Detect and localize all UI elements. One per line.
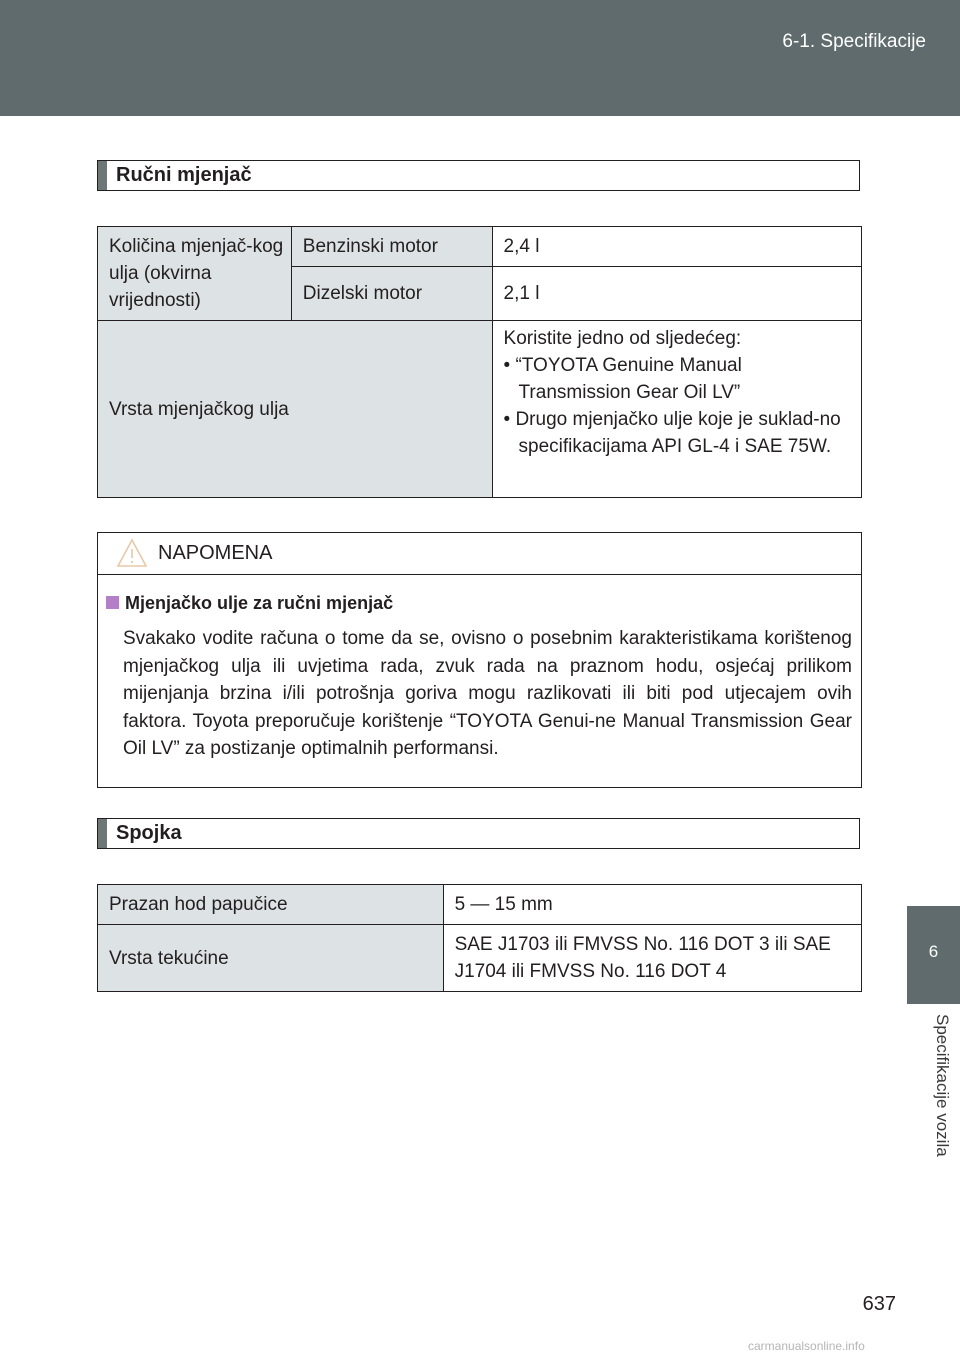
chapter-tab [907, 906, 960, 1004]
warning-icon [116, 538, 148, 568]
oil-intro: Koristite jedno od sljedećeg: [503, 328, 742, 349]
pedal-play-value: 5 — 15 mm [443, 885, 861, 925]
section-accent [98, 819, 107, 848]
section-heading-manual [97, 160, 860, 191]
oil-options-list [504, 352, 855, 460]
notice-subtitle-text: Mjenjačko ulje za ručni mjenjač [125, 593, 394, 613]
capacity-value: 2,1 l [492, 267, 861, 321]
section-accent [98, 161, 107, 190]
oil-type-value [492, 321, 861, 498]
notice-title: NAPOMENA [158, 542, 273, 564]
notice-header [98, 533, 861, 575]
chapter-title: 6-1. Specifikacije [782, 31, 926, 52]
chapter-tab-number: 6 [928, 942, 939, 961]
manual-spec-table [97, 226, 862, 498]
page-header [0, 0, 960, 116]
notice-box [97, 532, 862, 788]
table-row [98, 321, 862, 498]
table-row [98, 925, 862, 992]
clutch-spec-table [97, 884, 862, 992]
engine-label: Benzinski motor [291, 227, 492, 267]
chapter-tab-label: Specifikacije vozila [933, 1014, 952, 1157]
square-bullet-icon [106, 596, 119, 609]
notice-subtitle [106, 593, 393, 614]
engine-label: Dizelski motor [291, 267, 492, 321]
oil-type-label: Vrsta mjenjačkog ulja [98, 321, 493, 498]
fluid-type-label: Vrsta tekućine [98, 925, 444, 992]
list-item: • “TOYOTA Genuine Manual Transmission Gear Oil LV” [503, 355, 742, 403]
page-number: 637 [862, 1293, 896, 1315]
capacity-value: 2,4 l [492, 227, 861, 267]
list-item: • Drugo mjenjačko ulje koje je suklad-no specifikacijama API GL-4 i SAE 75W. [503, 409, 841, 457]
table-row [98, 885, 862, 925]
section-title: Spojka [116, 822, 182, 844]
table-row [98, 227, 862, 267]
watermark: carmanualsonline.info [748, 1339, 865, 1353]
pedal-play-label: Prazan hod papučice [98, 885, 444, 925]
section-heading-clutch [97, 818, 860, 849]
capacity-label: Količina mjenjač-kog ulja (okvirna vrijednosti) [98, 227, 292, 321]
fluid-type-value: SAE J1703 ili FMVSS No. 116 DOT 3 ili SAE J1704 ili FMVSS No. 116 DOT 4 [443, 925, 861, 992]
section-title: Ručni mjenjač [116, 164, 252, 186]
notice-body: Svakako vodite računa o tome da se, ovisno o posebnim karakteristikama korištenog mjenjačkog ulja ili uvjetima rada, zvuk rada na praznom hodu, osjećaj prilikom mijenjanja brzina i/ili potrošnja goriva mogu razlikovati ili biti pod utjecajem ovih faktora. Toyota preporučuje korištenje “TOYOTA Genui-ne Manual Transmission Gear Oil LV” za postizanje optimalnih performansi. [123, 628, 852, 759]
